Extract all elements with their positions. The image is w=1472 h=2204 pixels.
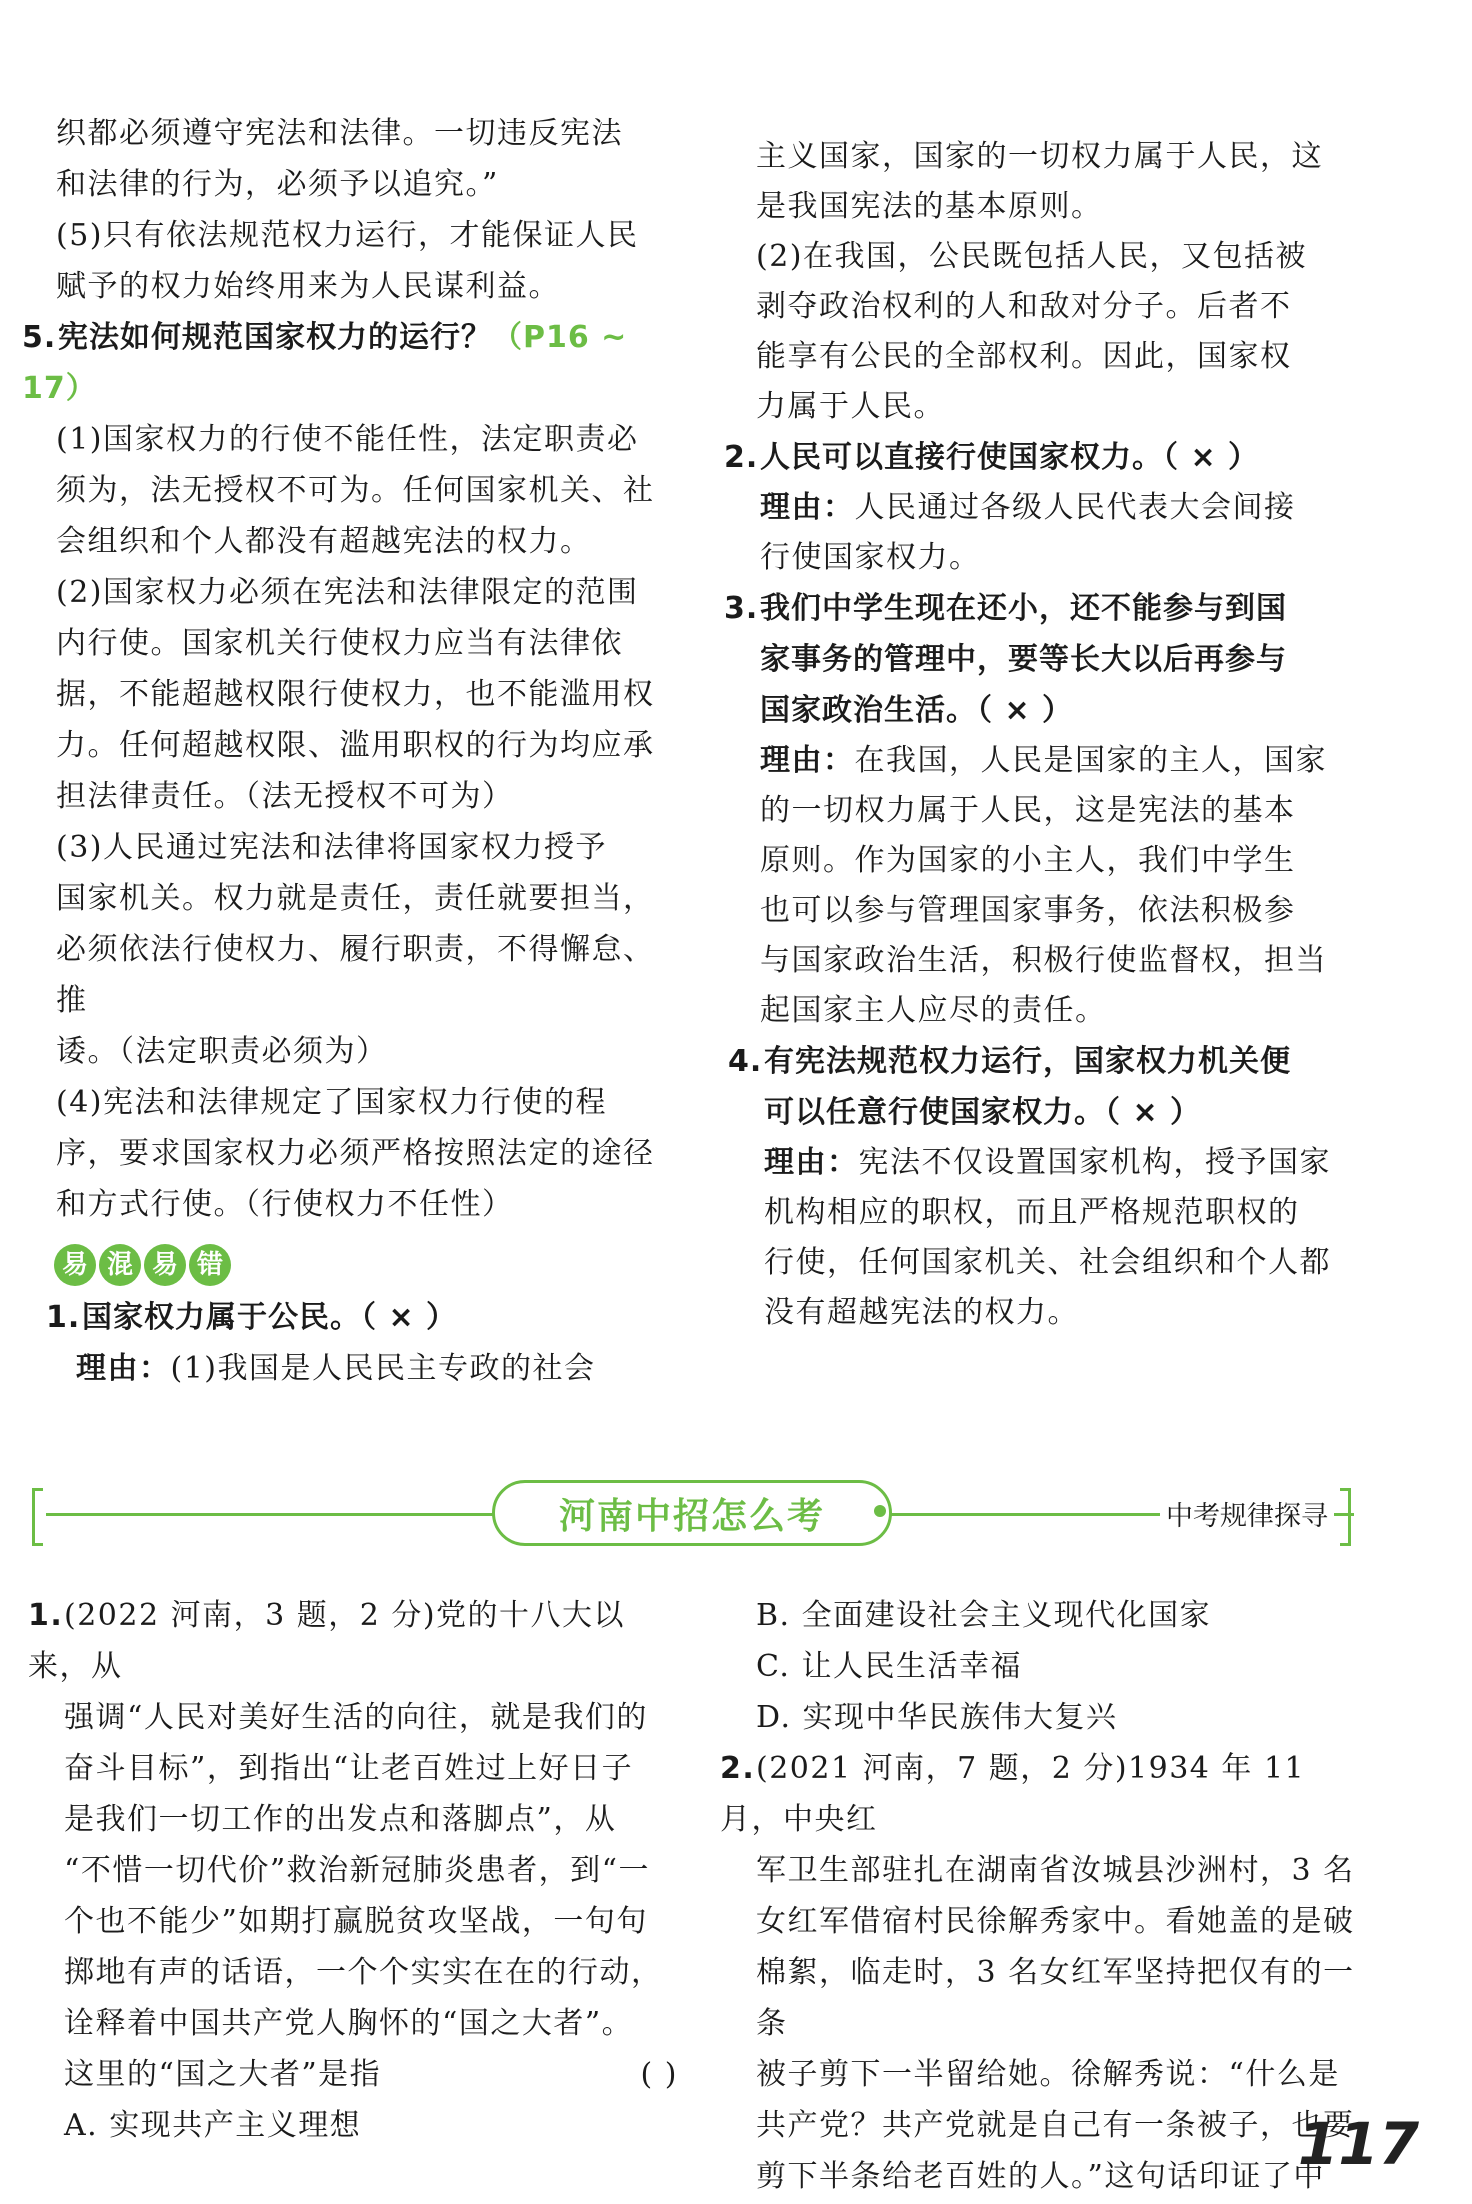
- question-line: 被子剪下一半留给她。徐解秀说：“什么是: [756, 2057, 1340, 2092]
- option-a: A. 实现共产主义理想: [64, 2108, 362, 2143]
- answer-line: 国家机关。权力就是责任，责任就要担当，: [56, 881, 655, 916]
- reason-line: [738, 736, 1338, 786]
- item-number: 4.: [728, 1044, 763, 1079]
- reason-line: 与国家政治生活，积极行使监督权，担当: [760, 943, 1327, 978]
- reason-label: 理由：: [76, 1351, 171, 1386]
- exam-question-1: [28, 1590, 678, 1692]
- question-line: 女红军借宿村民徐解秀家中。看她盖的是破: [756, 1904, 1355, 1939]
- exam-question-2: [720, 1743, 1360, 1845]
- question-line: [28, 2049, 678, 2100]
- answer-line: 力。任何超越权限、滥用职权的行为均应承: [56, 728, 655, 763]
- item-title: 人民可以直接行使国家权力。（ × ）: [760, 440, 1260, 475]
- text-line: 剥夺政治权利的人和敌对分子。后者不: [756, 289, 1292, 324]
- reason-label: 理由：: [764, 1145, 859, 1180]
- top-left-column: [22, 108, 676, 1394]
- item-title-line: 可以任意行使国家权力。（ × ）: [764, 1095, 1202, 1130]
- answer-line: 必须依法行使权力、履行职责，不得懈怠、推: [56, 932, 655, 1018]
- question-line: 军卫生部驻扎在湖南省汝城县沙洲村，3 名: [756, 1853, 1355, 1888]
- reason-line: 的一切权力属于人民，这是宪法的基本: [760, 793, 1296, 828]
- confusion-badge: [54, 1244, 676, 1286]
- option-d: D. 实现中华民族伟大复兴: [756, 1700, 1118, 1735]
- reason-text: (1)我国是人民民主专政的社会: [170, 1351, 596, 1386]
- mistake-3-heading: [724, 583, 1338, 634]
- item-number: 3.: [724, 591, 759, 626]
- reason-text: 人民通过各级人民代表大会间接: [854, 490, 1296, 525]
- right-bracket: [1340, 1488, 1351, 1546]
- option-c: C. 让人民生活幸福: [756, 1649, 1022, 1684]
- answer-line: (3)人民通过宪法和法律将国家权力授予: [56, 830, 607, 865]
- section-banner: [492, 1480, 892, 1546]
- text-line: 是我国宪法的基本原则。: [756, 189, 1103, 224]
- section-title: 河南中招怎么考: [558, 1495, 825, 1537]
- question-line: 奋斗目标”，到指出“让老百姓过上好日子: [64, 1751, 634, 1786]
- reason-text: 在我国，人民是国家的主人，国家: [854, 743, 1327, 778]
- question-line: 剪下半条给老百姓的人。”这句话印证了中: [756, 2159, 1325, 2194]
- mistake-1-heading: [46, 1292, 676, 1343]
- answer-line: 和方式行使。（行使权力不任性）: [56, 1187, 514, 1222]
- question-text: 这里的“国之大者”是指: [64, 2057, 382, 2092]
- question-text: (2021 河南，7 题，2 分)1934 年 11 月，中央红: [720, 1751, 1306, 1837]
- page-reference: （P16 ~ 17）: [22, 320, 628, 406]
- banner-dot-right: [874, 1505, 886, 1517]
- reason-line: 起国家主人应尽的责任。: [760, 993, 1107, 1028]
- question-line: 个也不能少”如期打赢脱贫攻坚战，一句句: [64, 1904, 648, 1939]
- question-line: 诠释着中国共产党人胸怀的“国之大者”。: [64, 2006, 634, 2041]
- reason-line: 行使，任何国家机关、社会组织和个人都: [764, 1245, 1331, 1280]
- bottom-left-column: [28, 1590, 678, 2151]
- answer-line: 序，要求国家权力必须严格按照法定的途径: [56, 1136, 655, 1171]
- answer-line: 会组织和个人都没有超越宪法的权力。: [56, 524, 592, 559]
- answer-line: 须为，法无授权不可为。任何国家机关、社: [56, 473, 655, 508]
- reason-line: 行使国家权力。: [760, 540, 981, 575]
- question-line: 是我们一切工作的出发点和落脚点”，从: [64, 1802, 617, 1837]
- text-line: 织都必须遵守宪法和法律。一切违反宪法: [56, 116, 623, 151]
- text-line: 能享有公民的全部权利。因此，国家权: [756, 339, 1292, 374]
- item-number: 1.: [46, 1300, 81, 1335]
- text-line: 赋予的权力始终用来为人民谋利益。: [56, 269, 560, 304]
- answer-blank: ( ): [640, 2057, 678, 2092]
- item-title-line: 国家政治生活。（ × ）: [760, 693, 1074, 728]
- answer-line: (1)国家权力的行使不能任性，法定职责必: [56, 422, 639, 457]
- answer-line: (4)宪法和法律规定了国家权力行使的程: [56, 1085, 607, 1120]
- question-5-heading: [22, 312, 676, 414]
- reason-label: 理由：: [760, 490, 855, 525]
- question-line: 棉絮，临走时，3 名女红军坚持把仅有的一条: [756, 1955, 1355, 2041]
- text-line: (2)在我国，公民既包括人民，又包括被: [756, 239, 1307, 274]
- question-title: 宪法如何规范国家权力的运行？: [58, 320, 492, 355]
- item-title: 国家权力属于公民。（ × ）: [82, 1300, 458, 1335]
- option-b: B. 全面建设社会主义现代化国家: [756, 1598, 1212, 1633]
- page-number: 117: [1298, 2110, 1420, 2178]
- answer-line: 据，不能超越权限行使权力，也不能滥用权: [56, 677, 655, 712]
- text-line: 主义国家，国家的一切权力属于人民，这: [756, 139, 1323, 174]
- text-line: 和法律的行为，必须予以追究。”: [56, 167, 499, 202]
- badge-char: 错: [189, 1244, 231, 1286]
- badge-char: 易: [144, 1244, 186, 1286]
- answer-line: 担法律责任。（法无授权不可为）: [56, 779, 514, 814]
- reason-line: [738, 1138, 1338, 1188]
- reason-line: 机构相应的职权，而且严格规范职权的: [764, 1195, 1300, 1230]
- mistake-2-heading: [724, 432, 1338, 483]
- item-title: 我们中学生现在还小，还不能参与到国: [760, 591, 1287, 626]
- badge-char: 混: [99, 1244, 141, 1286]
- question-line: 掷地有声的话语，一个个实实在在的行动，: [64, 1955, 663, 1990]
- question-line: 强调“人民对美好生活的向往，就是我们的: [64, 1700, 648, 1735]
- question-line: 共产党？共产党就是自己有一条被子，也要: [756, 2108, 1355, 2143]
- text-line: 力属于人民。: [756, 389, 945, 424]
- reason-line: [56, 1343, 676, 1394]
- item-title: 有宪法规范权力运行，国家权力机关便: [764, 1044, 1291, 1079]
- reason-line: 没有超越宪法的权力。: [764, 1295, 1079, 1330]
- item-title-line: 家事务的管理中，要等长大以后再参与: [760, 642, 1287, 677]
- badge-char: 易: [54, 1244, 96, 1286]
- question-number: 5.: [22, 320, 57, 355]
- question-number: 1.: [28, 1598, 64, 1633]
- reason-line: 也可以参与管理国家事务，依法积极参: [760, 893, 1296, 928]
- bottom-right-column: [720, 1590, 1360, 2202]
- answer-line: (2)国家权力必须在宪法和法律限定的范围: [56, 575, 639, 610]
- reason-line: 原则。作为国家的小主人，我们中学生: [760, 843, 1296, 878]
- reason-line: [738, 483, 1338, 533]
- reason-label: 理由：: [760, 743, 855, 778]
- section-subtitle: 中考规律探寻: [1160, 1494, 1334, 1533]
- top-right-column: [724, 132, 1338, 1338]
- item-number: 2.: [724, 440, 759, 475]
- answer-line: 诿。（法定职责必须为）: [56, 1034, 388, 1069]
- text-line: (5)只有依法规范权力运行，才能保证人民: [56, 218, 639, 253]
- mistake-4-heading: [728, 1036, 1338, 1087]
- question-number: 2.: [720, 1751, 756, 1786]
- answer-line: 内行使。国家机关行使权力应当有法律依: [56, 626, 623, 661]
- reason-text: 宪法不仅设置国家机构，授予国家: [858, 1145, 1331, 1180]
- left-bracket: [32, 1488, 43, 1546]
- question-text: (2022 河南，3 题，2 分)党的十八大以来，从: [28, 1598, 626, 1684]
- question-line: “不惜一切代价”救治新冠肺炎患者，到“一: [64, 1853, 651, 1888]
